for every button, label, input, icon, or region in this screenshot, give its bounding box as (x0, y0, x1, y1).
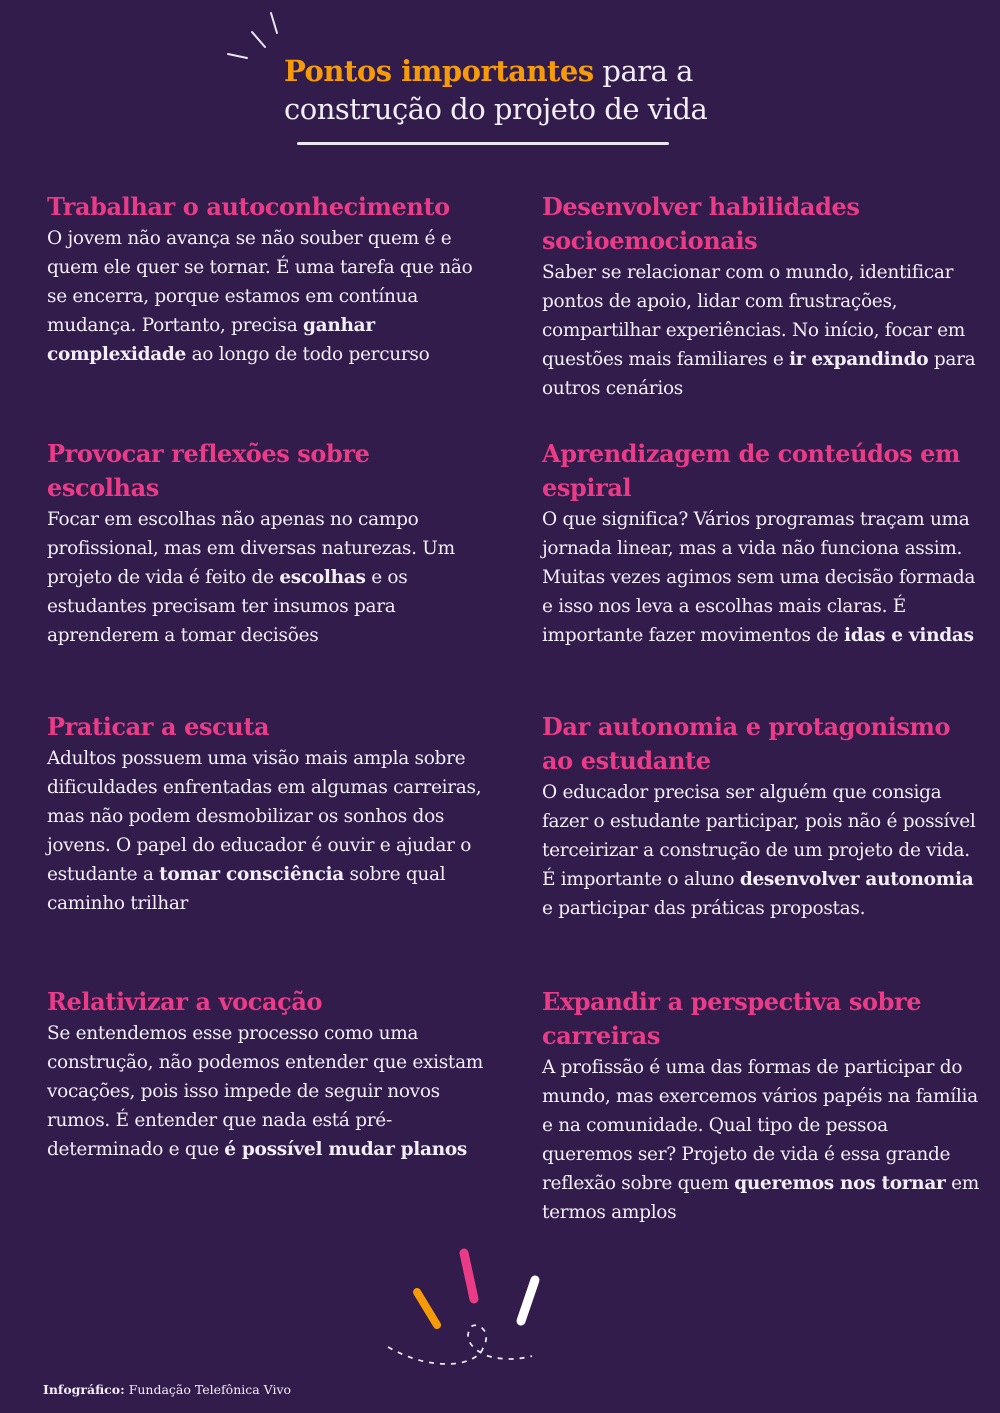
section-heading: Provocar reflexões sobre escolhas (47, 439, 370, 502)
section-body: Se entendemos esse processo como uma construção, não podemos entender que existam vocações, pois isso impede de seguir novos rumos. É entender que nada está pré-determinado e que é possível mudar planos (47, 1023, 484, 1160)
footer-label: Infográfico: (43, 1382, 125, 1397)
section-autoconhecimento (47, 190, 487, 369)
section-heading: Aprendizagem de conteúdos em espiral (542, 439, 961, 502)
section-reflexoes-escolhas (47, 437, 487, 650)
section-habilidades-socioemocionais (542, 190, 982, 403)
section-heading: Relativizar a vocação (47, 987, 323, 1016)
section-heading: Trabalhar o autoconhecimento (47, 192, 450, 221)
section-body: O jovem não avança se não souber quem é e quem ele quer se tornar. É uma tarefa que não se encerra, porque estamos em contínua mudança. Portanto, precisa ganhar complexidade ao longo de todo percurso (47, 228, 473, 365)
section-heading: Praticar a escuta (47, 712, 270, 741)
section-relativizar-vocacao (47, 985, 487, 1164)
section-body: Saber se relacionar com o mundo, identificar pontos de apoio, lidar com frustrações, compartilhar experiências. No início, focar em questões mais familiares e ir expandindo para outros cenários (542, 262, 976, 399)
title-underline (297, 142, 669, 145)
footer-credit (43, 1382, 291, 1397)
chalk-sticks-icon (380, 1240, 580, 1380)
page-title (284, 52, 744, 128)
title-line2: construção do projeto de vida (284, 92, 708, 126)
section-aprendizagem-espiral (542, 437, 982, 650)
title-highlight: Pontos importantes (284, 54, 594, 88)
section-body: O que significa? Vários programas traçam uma jornada linear, mas a vida não funciona assim. Muitas vezes agimos sem uma decisão formada e isso nos leva a escolhas mais claras. É importante fazer movimentos de idas e vindas (542, 509, 976, 646)
section-heading: Dar autonomia e protagonismo ao estudante (542, 712, 951, 775)
section-body: A profissão é uma das formas de participar do mundo, mas exercemos vários papéis na família e na comunidade. Qual tipo de pessoa queremos ser? Projeto de vida é essa grande reflexão sobre quem queremos nos tornar em termos amplos (542, 1057, 979, 1223)
spark-lines-icon (225, 10, 285, 65)
section-autonomia-protagonismo (542, 710, 982, 923)
section-heading: Desenvolver habilidades socioemocionais (542, 192, 860, 255)
footer-credit-text: Fundação Telefônica Vivo (124, 1382, 292, 1397)
section-body: Focar em escolhas não apenas no campo profissional, mas em diversas naturezas. Um projeto de vida é feito de escolhas e os estudantes precisam ter insumos para aprenderem a tomar decisões (47, 509, 455, 646)
section-praticar-escuta (47, 710, 487, 918)
section-perspectiva-carreiras (542, 985, 982, 1227)
section-heading: Expandir a perspectiva sobre carreiras (542, 987, 922, 1050)
section-body: O educador precisa ser alguém que consiga fazer o estudante participar, pois não é possível terceirizar a construção de um projeto de vida. É importante o aluno desenvolver autonomia e participar das práticas propostas. (542, 782, 976, 919)
title-rest: para a (593, 54, 693, 88)
section-body: Adultos possuem uma visão mais ampla sobre dificuldades enfrentadas em algumas carreiras, mas não podem desmobilizar os sonhos dos jovens. O papel do educador é ouvir e ajudar o estudante a tomar consciência sobre qual caminho trilhar (47, 748, 482, 914)
